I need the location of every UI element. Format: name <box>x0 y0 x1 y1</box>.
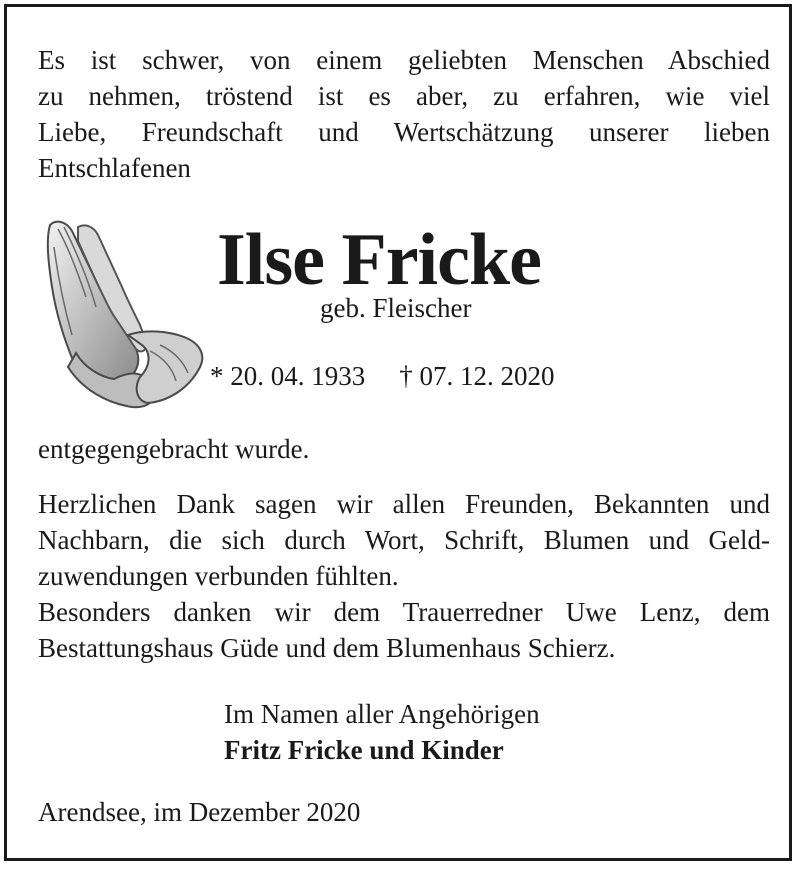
place-date: Arendsee, im Dezember 2020 <box>38 797 361 827</box>
intro-line: zu nehmen, tröstend ist es aber, zu erfahren, wie viel <box>38 81 770 111</box>
signature-intro: Im Namen aller Angehörigen <box>224 699 540 729</box>
death-date: † 07. 12. 2020 <box>399 361 555 391</box>
obituary-frame <box>4 4 792 861</box>
intro-line: Liebe, Freundschaft und Wertschätzung unserer lieben <box>38 117 770 147</box>
thanks-line: zuwendungen verbunden fühlten. <box>38 561 399 591</box>
signature-block <box>224 696 540 768</box>
thanks-line: Besonders danken wir dem Trauerredner Uwe Lenz, dem <box>38 597 770 627</box>
birth-name: geb. Fleischer <box>320 293 472 323</box>
signature-names: Fritz Fricke und Kinder <box>224 735 504 765</box>
praying-hands-icon <box>42 217 207 417</box>
intro-line: Entschlafenen <box>38 153 191 183</box>
thanks-line: Nachbarn, die sich durch Wort, Schrift, Blumen und Geld- <box>38 525 770 555</box>
deceased-name: Ilse Fricke <box>217 219 541 301</box>
life-dates <box>210 358 555 394</box>
thanks-line: Herzlichen Dank sagen wir allen Freunden, Bekannten und <box>38 489 770 519</box>
intro-paragraph <box>38 42 770 186</box>
birth-date: * 20. 04. 1933 <box>210 361 366 391</box>
intro-line: Es ist schwer, von einem geliebten Menschen Abschied <box>38 45 770 75</box>
thanks-line: Bestattungshaus Güde und dem Blumenhaus Schierz. <box>38 633 616 663</box>
thanks-paragraph <box>38 486 770 666</box>
intro-continuation: entgegengebracht wurde. <box>38 434 310 464</box>
